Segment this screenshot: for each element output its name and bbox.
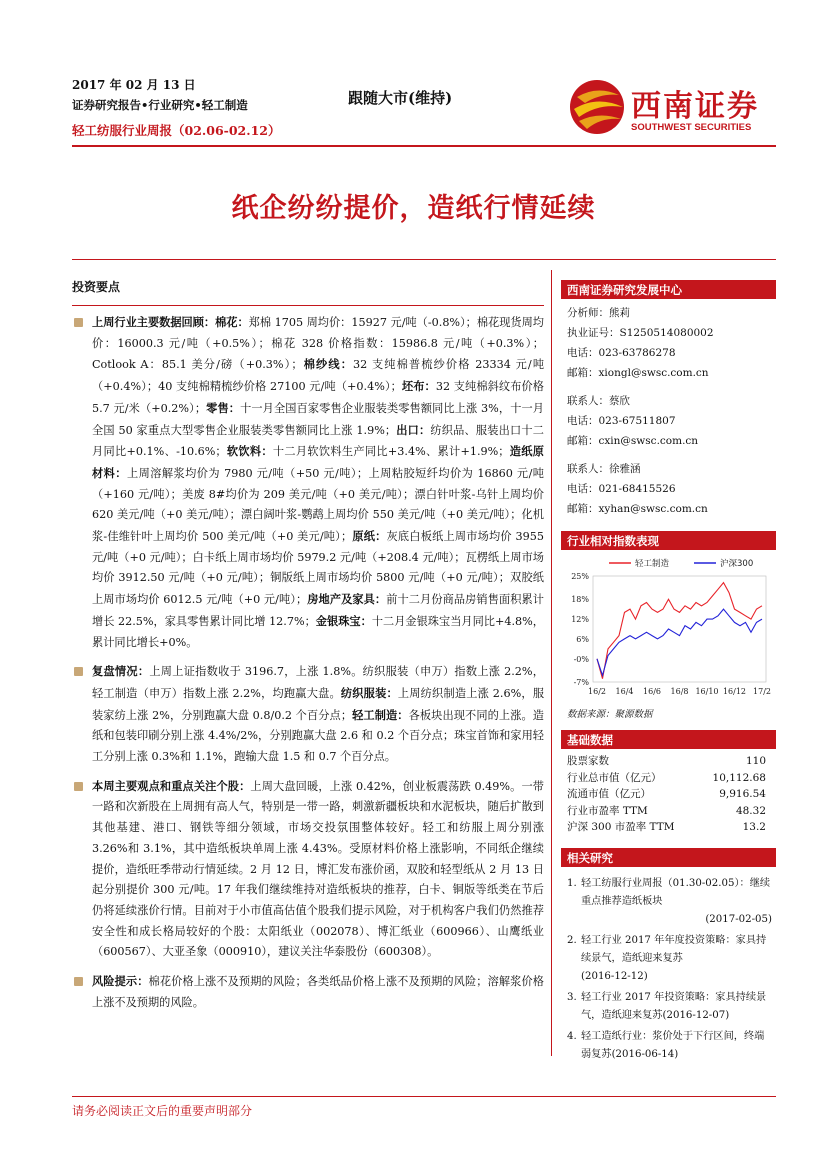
paragraph-market-review: [72, 661, 544, 768]
related-item[interactable]: [561, 989, 776, 1025]
basic-row: [561, 770, 776, 787]
relative-index-chart: [561, 554, 776, 704]
para-text: 郑棉 1705 周均价：15927 元/吨（-0.8%）；棉花现货周均价：16000.3 元/吨（+0.5%）；棉花 328 价格指数：15986.8 元/吨（+0.3%）；Cotlook A：85.1 美分/磅（+0.3%）；: [92, 316, 544, 372]
rating: 跟随大市(维持): [348, 89, 453, 107]
related-date: (2016-06-14): [611, 1048, 679, 1060]
x-tick-label: 16/6: [643, 687, 661, 696]
basic-key: 流通市值（亿元）: [567, 788, 651, 800]
header-divider: [72, 145, 776, 147]
basic-row: [561, 753, 776, 770]
basic-row: [561, 786, 776, 803]
para-text: 十二月金银珠宝当月同比+4.8%，累计同比增长+0%。: [92, 614, 544, 649]
basic-data-title: 基础数据: [561, 730, 776, 749]
para-term: 金银珠宝：: [315, 613, 372, 628]
y-tick-label: 25%: [571, 572, 589, 581]
related-title: 轻工造纸行业：浆价处于下行区间，终端弱复苏: [581, 1030, 765, 1060]
chart-svg: [561, 554, 776, 704]
paragraph-data-review: [72, 312, 544, 653]
para-term: 零售：: [206, 400, 241, 415]
basic-row: [561, 819, 776, 836]
para-term: 轻工制造：: [352, 707, 409, 722]
para-heading: 本周主要观点和重点关注个股：: [92, 778, 251, 793]
analyst-email: 邮箱：xiongl@swsc.com.cn: [567, 367, 709, 379]
para-term: 原纸：: [352, 529, 387, 544]
series-line-1: [597, 583, 762, 679]
related-title: 轻工行业 2017 年投资策略：家具持续景气，造纸迎来复苏: [581, 991, 767, 1021]
related-number: 3.: [567, 991, 577, 1003]
basic-key: 沪深 300 市盈率 TTM: [567, 821, 675, 833]
bullet-icon: [74, 782, 83, 791]
para-text: 十一月全国百家零售企业服装类零售额同比上涨 3%，十一月全国 50 家重点大型零售企业服装类零售额同比上涨 1.9%；: [92, 401, 544, 437]
para-text: 纺织品、服装出口十二月同比+0.1%、-10.6%；: [92, 423, 544, 459]
analyst-name: 分析师：熊莉: [567, 307, 630, 319]
para-text: 上周上证指数收于 3196.7，上涨 1.8%。纺织服装（申万）指数上涨 2.2%，轻工制造（申万）指数上涨 2.2%，均跑赢大盘。: [92, 665, 544, 700]
para-text: 上周纺织制造上涨 2.6%，服装家纺上涨 2%，分别跑赢大盘 0.8/0.2 个百分点；: [92, 686, 545, 722]
y-tick-label: -7%: [573, 678, 589, 687]
title-divider: [72, 259, 776, 260]
section-divider: [72, 305, 544, 306]
para-heading: 风险提示：: [92, 974, 149, 989]
y-tick-label: 12%: [571, 615, 589, 625]
related-list: [561, 871, 776, 1064]
logo-text-cn: 西南证券: [631, 89, 759, 124]
contact-email: 邮箱：cxin@swsc.com.cn: [567, 435, 699, 447]
para-text: 十二月软饮料生产同比+3.4%、累计+1.9%；: [272, 445, 510, 459]
para-term: 造纸原材料：: [92, 444, 544, 480]
basic-value: 9,916.54: [719, 788, 766, 800]
para-term: 棉纱线：: [302, 357, 354, 372]
para-text: 32 支纯棉斜纹布价格 5.7 元/米（+0.2%）；: [92, 380, 544, 415]
column-divider: [551, 270, 552, 1056]
legend-label: 轻工制造: [635, 559, 670, 569]
related-number: 1.: [567, 877, 577, 889]
related-title: 轻工纺服行业周报（01.30-02.05）：继续重点推荐造纸板块: [581, 877, 771, 907]
related-item[interactable]: [561, 1028, 776, 1064]
basic-value: 10,112.68: [712, 771, 766, 784]
sidebar: [561, 280, 776, 1067]
basic-value: 48.32: [735, 804, 766, 817]
para-text: 棉花价格上涨不及预期的风险；各类纸品价格上涨不及预期的风险；溶解浆价格上涨不及预期的风险。: [92, 975, 544, 1009]
para-term: 房地产及家具：: [307, 592, 387, 607]
contact-phone: 电话：023-67511807: [567, 415, 676, 427]
investment-highlights: [72, 270, 544, 1022]
company-logo: [567, 72, 767, 142]
para-text: 32 支纯棉普梳纱价格 23334 元/吨（+0.4%）；40 支纯棉精梳纱价格 27100 元/吨（+0.4%）；: [92, 358, 545, 394]
para-heading: 复盘情况：: [92, 664, 150, 679]
contact-name: 联系人：蔡欣: [567, 395, 630, 407]
main-title: 纸企纷纷提价，造纸行情延续: [231, 193, 596, 224]
related-number: 2.: [567, 934, 577, 946]
basic-data-table: [561, 753, 776, 836]
report-type: 证券研究报告•行业研究•轻工制造: [72, 98, 248, 112]
bullet-icon: [74, 667, 83, 676]
para-text: 灰底白板纸上周市场均价 3955 元/吨（+0 元/吨）；白卡纸上周市场均价 5979.2 元/吨（+208.4 元/吨）；瓦楞纸上周市场均价 3912.50 元/吨（+0 元/吨）；铜版纸上周市场均价 5800 元/吨（+0 元/吨）；双胶纸上周市场均价 6012.5 元/吨（+0 元/吨）；: [92, 530, 544, 607]
related-research-title: 相关研究: [561, 848, 776, 867]
plot-frame: [593, 576, 766, 682]
para-term: 棉花：: [215, 315, 249, 329]
y-tick-label: -0%: [573, 654, 589, 664]
research-center-title: 西南证券研究发展中心: [561, 280, 776, 299]
para-text: 上周大盘回暖，上涨 0.42%，创业板震荡跌 0.49%。一带一路和次新股在上周拥有高人气，特别是一带一路，刺激新疆板块和水泥板块，随后扩散到其他基建、港口、钢铁等细分领域，市场交投氛围整体较好。轻工和纺服上周分别涨 3.26%和 3.1%，其中造纸板块单周上涨 4.43%。受原材料价格上涨影响，不同纸企继续提价，造纸旺季带动行情延续。2 月 12 日，博汇发布涨价函，双胶和轻型纸从 2 月 13 日起分别提价 300 元/吨。17 年我们继续维持对造纸板块的推荐，白卡、铜版等纸类在节后仍将延续涨价行情。目前对于小市值高估值个股我们提示风险，对于机构客户我们仍然推荐安全性和成长格局较好的个股：太阳纸业（002078）、博汇纸业（600966）、山鹰纸业（600567）、大亚圣象（000910），建议关注华泰股份（600308）。: [92, 779, 544, 959]
x-tick-label: 16/12: [722, 687, 747, 696]
basic-row: [561, 803, 776, 820]
para-heading: 上周行业主要数据回顾：: [92, 315, 216, 329]
data-source: 数据来源：聚源数据: [567, 709, 653, 720]
para-text: 各板块出现不同的上涨。造纸和包装印刷分别上涨 4.4%/2%，分别跑赢大盘 2.6 和 0.2 个百分点；珠宝首饰和家用轻工分别上涨 0.3%和 1.1%，跑输大盘 1.5 和 0.7 个百分点。: [92, 708, 544, 764]
analyst-phone: 电话：023-63786278: [567, 347, 676, 359]
analyst-cert: 执业证号：S1250514080002: [567, 327, 714, 339]
contact-email: 邮箱：xyhan@swsc.com.cn: [567, 503, 708, 515]
related-number: 4.: [567, 1030, 577, 1042]
related-title: 轻工行业 2017 年年度投资策略：家具持续景气，造纸迎来复苏: [581, 934, 767, 964]
x-tick-label: 17/2: [753, 687, 771, 696]
para-term: 软饮料：: [226, 444, 273, 459]
bullet-icon: [74, 318, 83, 327]
x-tick-label: 16/10: [695, 687, 719, 696]
contact-name: 联系人：徐雅涵: [567, 463, 641, 475]
para-text: 上周溶解浆均价为 7980 元/吨（+50 元/吨）；上周粘胶短纤均价为 16860 元/吨（+160 元/吨）；美废 8#均价为 209 美元/吨（+0 美元/吨）；漂白针叶浆-乌针上周均价 620 美元/吨（+0 美元/吨）；漂白阔叶浆-鹦鹉上周均价 550 美元/吨（+0 美元/吨）；化机浆-佳维针叶上周均价 500 美元/吨（+0 美元/吨）；: [92, 466, 544, 544]
logo-mark-icon: [567, 75, 627, 139]
related-date: (2016-12-07): [662, 1009, 730, 1021]
y-tick-label: 18%: [571, 595, 589, 605]
bullet-icon: [74, 977, 83, 986]
basic-value: 110: [745, 755, 766, 767]
para-term: 出口：: [396, 422, 431, 437]
related-item[interactable]: [561, 932, 776, 986]
related-item[interactable]: [561, 875, 776, 929]
footer-disclaimer: 请务必阅读正文后的重要声明部分: [72, 1104, 253, 1118]
footer-divider: [72, 1096, 776, 1097]
section-title: 投资要点: [72, 280, 121, 294]
related-date: (2017-02-05): [705, 913, 772, 925]
x-tick-label: 16/2: [588, 687, 606, 696]
paragraph-risk: [72, 971, 544, 1013]
x-tick-label: 16/4: [615, 687, 634, 696]
y-tick-label: 6%: [576, 634, 589, 644]
series-line-2: [597, 609, 762, 675]
para-term: 纺织服装：: [340, 685, 398, 700]
weekly-title: 轻工纺服行业周报（02.06-02.12）: [72, 123, 281, 138]
basic-key: 行业市盈率 TTM: [567, 804, 648, 817]
basic-key: 股票家数: [567, 755, 609, 767]
x-tick-label: 16/8: [670, 687, 689, 696]
basic-value: 13.2: [742, 821, 766, 833]
basic-key: 行业总市值（亿元）: [567, 771, 662, 784]
related-date: (2016-12-12): [581, 970, 648, 982]
perf-title: 行业相对指数表现: [561, 531, 776, 550]
report-date: 2017 年 02 月 13 日: [72, 78, 196, 92]
contact-phone: 电话：021-68415526: [567, 483, 676, 495]
paragraph-weekly-view: [72, 776, 544, 963]
logo-text-en: SOUTHWEST SECURITIES: [631, 122, 752, 133]
para-term: 坯布：: [401, 379, 436, 394]
para-text: 前十二月份商品房销售面积累计增长 22.5%，家具零售累计同比增 12.7%；: [92, 593, 544, 628]
legend-label: 沪深300: [720, 559, 754, 569]
